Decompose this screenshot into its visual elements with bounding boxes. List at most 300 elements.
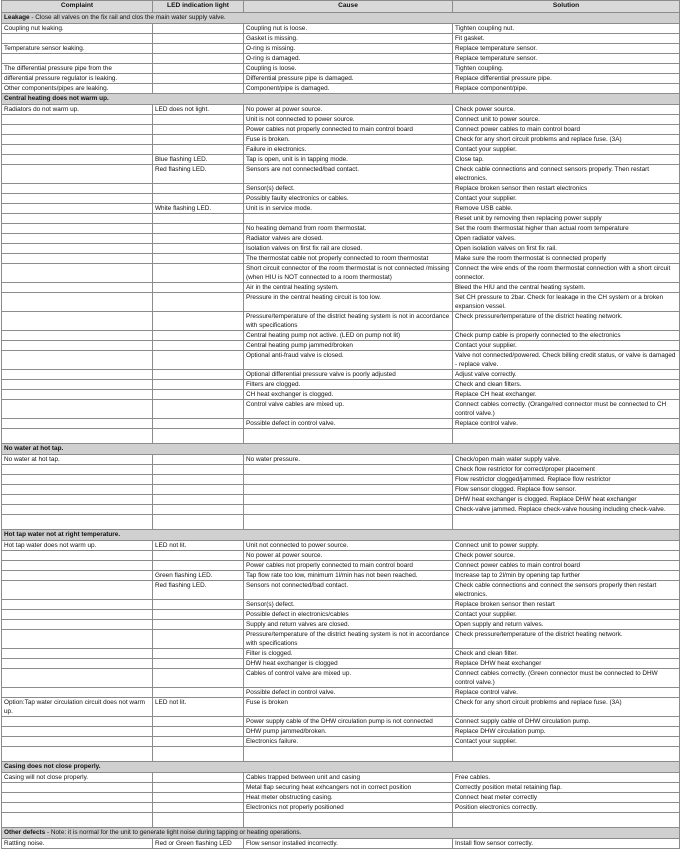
solution-cell: Replace broken sensor then restart electronics xyxy=(453,184,680,194)
cause-cell: Radiator valves are closed. xyxy=(244,234,453,244)
spacer-cell xyxy=(2,747,153,762)
spacer-cell xyxy=(2,429,153,444)
solution-cell: Contact your supplier. xyxy=(453,737,680,747)
complaint-cell xyxy=(2,380,153,390)
table-row xyxy=(2,495,680,505)
table-row xyxy=(2,688,680,698)
table-body xyxy=(2,13,680,849)
cause-cell: Isolation valves on first fix rail are closed. xyxy=(244,244,453,254)
cause-cell: Sensor(s) defect. xyxy=(244,600,453,610)
led-cell xyxy=(153,659,244,669)
table-row xyxy=(2,254,680,264)
complaint-cell xyxy=(2,400,153,419)
table-row xyxy=(2,541,680,551)
solution-cell: Check cable connections and connect the sensors properly then restart electronics. xyxy=(453,581,680,600)
led-cell: LED not lit. xyxy=(153,698,244,717)
led-cell: Red flashing LED. xyxy=(153,165,244,184)
solution-cell: Replace component/pipe. xyxy=(453,84,680,94)
spacer-cell xyxy=(244,813,453,828)
led-cell xyxy=(153,125,244,135)
complaint-cell: Hot tap water does not warm up. xyxy=(2,541,153,551)
complaint-cell: Temperature sensor leaking. xyxy=(2,44,153,54)
solution-cell: Check and clean filters. xyxy=(453,380,680,390)
solution-cell: Replace control valve. xyxy=(453,688,680,698)
solution-cell: Contact your supplier. xyxy=(453,145,680,155)
cause-cell: Possible defect in control valve. xyxy=(244,688,453,698)
led-cell xyxy=(153,234,244,244)
table-row xyxy=(2,698,680,717)
led-cell xyxy=(153,610,244,620)
complaint-cell xyxy=(2,620,153,630)
spacer-row xyxy=(2,747,680,762)
cause-cell: Short circuit connector of the room thermostat is not connected /missing (when HIU is NOT connected to a room thermostat) xyxy=(244,264,453,283)
header-cause: Cause xyxy=(244,1,453,13)
complaint-cell xyxy=(2,293,153,312)
cause-cell: Power cables not properly connected to main control board xyxy=(244,561,453,571)
led-cell: Red flashing LED. xyxy=(153,581,244,600)
solution-cell: Fit gasket. xyxy=(453,34,680,44)
section-title: Other defects xyxy=(4,829,46,836)
complaint-cell xyxy=(2,465,153,475)
cause-cell: Pressure/temperature of the district heating system is not in accordance with specifications xyxy=(244,312,453,331)
cause-cell: Differential pressure pipe is damaged. xyxy=(244,74,453,84)
led-cell xyxy=(153,64,244,74)
solution-cell: Make sure the room thermostat is connected properly xyxy=(453,254,680,264)
complaint-cell xyxy=(2,571,153,581)
troubleshooting-table xyxy=(1,0,680,849)
complaint-cell xyxy=(2,370,153,380)
cause-cell: Sensor(s) defect. xyxy=(244,184,453,194)
complaint-cell xyxy=(2,717,153,727)
led-cell xyxy=(153,505,244,515)
cause-cell xyxy=(244,505,453,515)
led-cell xyxy=(153,331,244,341)
led-cell xyxy=(153,194,244,204)
solution-cell: Correctly position metal retaining flap. xyxy=(453,783,680,793)
led-cell xyxy=(153,380,244,390)
section-title: No water at hot tap. xyxy=(4,445,64,452)
led-cell xyxy=(153,244,244,254)
cause-cell: Tap is open, unit is in tapping mode. xyxy=(244,155,453,165)
cause-cell: Flow sensor installed incorrectly. xyxy=(244,839,453,849)
solution-cell: Replace temperature sensor. xyxy=(453,44,680,54)
solution-cell: Connect cables correctly. (Green connector must be connected to DHW control valve.) xyxy=(453,669,680,688)
solution-cell: Replace temperature sensor. xyxy=(453,54,680,64)
table-row xyxy=(2,331,680,341)
section-title-cell xyxy=(2,444,680,455)
spacer-cell xyxy=(453,813,680,828)
led-cell xyxy=(153,135,244,145)
cause-cell: Control valve cables are mixed up. xyxy=(244,400,453,419)
complaint-cell xyxy=(2,551,153,561)
table-row xyxy=(2,105,680,115)
led-cell xyxy=(153,737,244,747)
led-cell xyxy=(153,390,244,400)
table-row xyxy=(2,600,680,610)
led-cell: White flashing LED. xyxy=(153,204,244,214)
table-row xyxy=(2,204,680,214)
cause-cell: No power at power source. xyxy=(244,551,453,561)
led-cell xyxy=(153,465,244,475)
table-row xyxy=(2,737,680,747)
led-cell xyxy=(153,184,244,194)
cause-cell: No power at power source. xyxy=(244,105,453,115)
complaint-cell xyxy=(2,737,153,747)
complaint-cell: Coupling nut leaking. xyxy=(2,24,153,34)
solution-cell: Replace broken sensor then restart xyxy=(453,600,680,610)
spacer-cell xyxy=(153,515,244,530)
table-row xyxy=(2,214,680,224)
solution-cell: Contact your supplier. xyxy=(453,341,680,351)
solution-cell: Set the room thermostat higher than actual room temperature xyxy=(453,224,680,234)
table-row xyxy=(2,561,680,571)
complaint-cell xyxy=(2,581,153,600)
cause-cell: DHW pump jammed/broken. xyxy=(244,727,453,737)
cause-cell: Possible defect in control valve. xyxy=(244,419,453,429)
solution-cell: Install flow sensor correctly. xyxy=(453,839,680,849)
led-cell xyxy=(153,551,244,561)
led-cell xyxy=(153,649,244,659)
led-cell xyxy=(153,630,244,649)
complaint-cell xyxy=(2,419,153,429)
led-cell xyxy=(153,224,244,234)
solution-cell: Replace DHW circulation pump. xyxy=(453,727,680,737)
complaint-cell xyxy=(2,390,153,400)
solution-cell: Flow sensor clogged. Replace flow sensor. xyxy=(453,485,680,495)
complaint-cell xyxy=(2,214,153,224)
table-row xyxy=(2,341,680,351)
header-complaint: Complaint xyxy=(2,1,153,13)
section-title: Hot tap water not at right temperature. xyxy=(4,531,121,538)
led-cell xyxy=(153,419,244,429)
table-row xyxy=(2,630,680,649)
section-note: - Close all valves on the fix rail and clos the main water supply valve. xyxy=(29,14,226,21)
cause-cell: Pressure/temperature of the district heating system is not in accordance with specifications xyxy=(244,630,453,649)
table-row xyxy=(2,485,680,495)
solution-cell: Check for any short circuit problems and replace fuse. (3A) xyxy=(453,135,680,145)
led-cell xyxy=(153,688,244,698)
led-cell xyxy=(153,283,244,293)
led-cell xyxy=(153,254,244,264)
cause-cell: Gasket is missing. xyxy=(244,34,453,44)
table-row xyxy=(2,74,680,84)
led-cell: Blue flashing LED. xyxy=(153,155,244,165)
cause-cell: Cables trapped between unit and casing xyxy=(244,773,453,783)
led-cell xyxy=(153,727,244,737)
complaint-cell xyxy=(2,649,153,659)
led-cell xyxy=(153,312,244,331)
solution-cell: Connect cables correctly. (Orange/red connector must be connected to CH control valve.) xyxy=(453,400,680,419)
solution-cell: Check and clean filter. xyxy=(453,649,680,659)
led-cell xyxy=(153,803,244,813)
cause-cell: Filter is clogged. xyxy=(244,649,453,659)
table-row xyxy=(2,419,680,429)
complaint-cell: Other components/pipes are leaking. xyxy=(2,84,153,94)
led-cell: Red or Green flashing LED xyxy=(153,839,244,849)
led-cell: LED not lit. xyxy=(153,541,244,551)
spacer-cell xyxy=(2,515,153,530)
led-cell xyxy=(153,773,244,783)
cause-cell: Electronics failure. xyxy=(244,737,453,747)
table-row xyxy=(2,465,680,475)
led-cell xyxy=(153,620,244,630)
spacer-cell xyxy=(153,429,244,444)
complaint-cell: The differential pressure pipe from the xyxy=(2,64,153,74)
table-row xyxy=(2,620,680,630)
cause-cell: Tap flow rate too low, minimum 1l/min has not been reached. xyxy=(244,571,453,581)
cause-cell: Air in the central heating system. xyxy=(244,283,453,293)
led-cell xyxy=(153,293,244,312)
led-cell xyxy=(153,264,244,283)
table-row xyxy=(2,390,680,400)
cause-cell: Power cables not properly connected to main control board xyxy=(244,125,453,135)
table-row xyxy=(2,717,680,727)
complaint-cell xyxy=(2,331,153,341)
solution-cell: Connect unit to power source. xyxy=(453,115,680,125)
led-cell xyxy=(153,54,244,64)
header-row xyxy=(2,1,680,13)
table-row xyxy=(2,293,680,312)
table-row xyxy=(2,283,680,293)
solution-cell: Replace control valve. xyxy=(453,419,680,429)
solution-cell: Check-valve jammed. Replace check-valve housing including check-valve. xyxy=(453,505,680,515)
section-title-cell xyxy=(2,13,680,24)
cause-cell xyxy=(244,485,453,495)
cause-cell: Cables of control valve are mixed up. xyxy=(244,669,453,688)
table-row xyxy=(2,264,680,283)
table-row xyxy=(2,125,680,135)
spacer-cell xyxy=(153,747,244,762)
cause-cell: Component/pipe is damaged. xyxy=(244,84,453,94)
cause-cell: Optional anti-fraud valve is closed. xyxy=(244,351,453,370)
cause-cell: No water pressure. xyxy=(244,455,453,465)
table-row xyxy=(2,34,680,44)
complaint-cell xyxy=(2,224,153,234)
table-row xyxy=(2,145,680,155)
section-header-row xyxy=(2,94,680,105)
solution-cell: Connect supply cable of DHW circulation pump. xyxy=(453,717,680,727)
solution-cell: Adjust valve correctly. xyxy=(453,370,680,380)
cause-cell: Filters are clogged. xyxy=(244,380,453,390)
spacer-cell xyxy=(153,813,244,828)
complaint-cell xyxy=(2,135,153,145)
section-title-cell xyxy=(2,828,680,839)
cause-cell: Possibly faulty electronics or cables. xyxy=(244,194,453,204)
complaint-cell: differential pressure regulator is leaking. xyxy=(2,74,153,84)
solution-cell: Connect the wire ends of the room thermostat connection with a short circuit connector. xyxy=(453,264,680,283)
spacer-row xyxy=(2,515,680,530)
led-cell xyxy=(153,783,244,793)
complaint-cell xyxy=(2,485,153,495)
solution-cell: Check flow restrictor for correct/proper placement xyxy=(453,465,680,475)
led-cell: LED does not light. xyxy=(153,105,244,115)
complaint-cell xyxy=(2,145,153,155)
solution-cell: Remove USB cable. xyxy=(453,204,680,214)
cause-cell: Electronics not properly positioned xyxy=(244,803,453,813)
spacer-cell xyxy=(453,429,680,444)
solution-cell: Free cables. xyxy=(453,773,680,783)
solution-cell: Check power source. xyxy=(453,551,680,561)
cause-cell: Sensors not connected/bad contact. xyxy=(244,581,453,600)
spacer-cell xyxy=(2,813,153,828)
section-header-row xyxy=(2,530,680,541)
complaint-cell: Rattling noise. xyxy=(2,839,153,849)
table-row xyxy=(2,155,680,165)
complaint-cell xyxy=(2,244,153,254)
cause-cell: Metal flap securing heat exhcangers not in correct position xyxy=(244,783,453,793)
solution-cell: DHW heat exchanger is clogged. Replace DHW heat exchanger xyxy=(453,495,680,505)
complaint-cell xyxy=(2,125,153,135)
table-row xyxy=(2,244,680,254)
led-cell xyxy=(153,475,244,485)
led-cell xyxy=(153,145,244,155)
complaint-cell: Casing will not close properly. xyxy=(2,773,153,783)
section-title: Central heating does not warm up. xyxy=(4,95,109,102)
table-row xyxy=(2,351,680,370)
solution-cell: Check for any short circuit problems and replace fuse. (3A) xyxy=(453,698,680,717)
complaint-cell xyxy=(2,727,153,737)
cause-cell xyxy=(244,465,453,475)
cause-cell: No heating demand from room thermostat. xyxy=(244,224,453,234)
solution-cell: Connect heat meter correctly xyxy=(453,793,680,803)
cause-cell: Coupling nut is loose. xyxy=(244,24,453,34)
table-row xyxy=(2,380,680,390)
complaint-cell: Radiators do not warm up. xyxy=(2,105,153,115)
cause-cell: O-ring is missing. xyxy=(244,44,453,54)
complaint-cell xyxy=(2,610,153,620)
led-cell xyxy=(153,74,244,84)
solution-cell: Contact your supplier. xyxy=(453,194,680,204)
complaint-cell xyxy=(2,505,153,515)
led-cell xyxy=(153,214,244,224)
led-cell xyxy=(153,600,244,610)
table-row xyxy=(2,475,680,485)
table-row xyxy=(2,669,680,688)
solution-cell: Check pump cable is properly connected to the electronics xyxy=(453,331,680,341)
section-title-cell xyxy=(2,530,680,541)
complaint-cell xyxy=(2,155,153,165)
led-cell xyxy=(153,495,244,505)
solution-cell: Connect power cables to main control board xyxy=(453,561,680,571)
cause-cell: The thermostat cable not properly connected to room thermostat xyxy=(244,254,453,264)
complaint-cell xyxy=(2,165,153,184)
led-cell xyxy=(153,84,244,94)
table-row xyxy=(2,839,680,849)
solution-cell: Flow restrictor clogged/jammed. Replace flow restrictor xyxy=(453,475,680,485)
complaint-cell xyxy=(2,495,153,505)
spacer-cell xyxy=(244,515,453,530)
cause-cell: Heat meter obstructing casing. xyxy=(244,793,453,803)
section-title: Leakage xyxy=(4,14,30,21)
solution-cell: Check pressure/temperature of the district heating network. xyxy=(453,312,680,331)
table-row xyxy=(2,224,680,234)
section-header-row xyxy=(2,828,680,839)
table-row xyxy=(2,234,680,244)
solution-cell: Close tap. xyxy=(453,155,680,165)
led-cell: Green flashing LED. xyxy=(153,571,244,581)
spacer-cell xyxy=(244,747,453,762)
led-cell xyxy=(153,400,244,419)
led-cell xyxy=(153,561,244,571)
cause-cell: Fuse is broken. xyxy=(244,135,453,145)
led-cell xyxy=(153,34,244,44)
cause-cell: Power supply cable of the DHW circulation pump is not connected xyxy=(244,717,453,727)
solution-cell: Check cable connections and connect sensors properly. Then restart electronics. xyxy=(453,165,680,184)
table-row xyxy=(2,551,680,561)
complaint-cell xyxy=(2,254,153,264)
table-row xyxy=(2,24,680,34)
table-row xyxy=(2,571,680,581)
cause-cell xyxy=(244,475,453,485)
cause-cell: Pressure in the central heating circuit is too low. xyxy=(244,293,453,312)
complaint-cell xyxy=(2,312,153,331)
solution-cell: Increase tap to 2l/min by opening tap further xyxy=(453,571,680,581)
led-cell xyxy=(153,24,244,34)
complaint-cell xyxy=(2,475,153,485)
complaint-cell xyxy=(2,600,153,610)
table-row xyxy=(2,803,680,813)
section-header-row xyxy=(2,444,680,455)
solution-cell: Replace CH heat exchanger. xyxy=(453,390,680,400)
table-row xyxy=(2,135,680,145)
cause-cell: Failure in electronics. xyxy=(244,145,453,155)
solution-cell: Position electronics correctly. xyxy=(453,803,680,813)
table-row xyxy=(2,184,680,194)
solution-cell: Valve not connected/powered. Check billing credit status, or valve is damaged - replace valve. xyxy=(453,351,680,370)
complaint-cell xyxy=(2,184,153,194)
complaint-cell xyxy=(2,630,153,649)
cause-cell xyxy=(244,495,453,505)
complaint-cell xyxy=(2,688,153,698)
section-title-cell xyxy=(2,762,680,773)
solution-cell: Tighten coupling nut. xyxy=(453,24,680,34)
table-row xyxy=(2,115,680,125)
cause-cell: Unit is not connected to power source. xyxy=(244,115,453,125)
cause-cell: Fuse is broken xyxy=(244,698,453,717)
section-header-row xyxy=(2,762,680,773)
led-cell xyxy=(153,485,244,495)
table-row xyxy=(2,659,680,669)
led-cell xyxy=(153,351,244,370)
cause-cell: CH heat exchanger is clogged. xyxy=(244,390,453,400)
header-solution: Solution xyxy=(453,1,680,13)
led-cell xyxy=(153,341,244,351)
complaint-cell xyxy=(2,54,153,64)
led-cell xyxy=(153,455,244,465)
spacer-cell xyxy=(453,747,680,762)
table-row xyxy=(2,727,680,737)
table-row xyxy=(2,54,680,64)
complaint-cell: No water at hot tap. xyxy=(2,455,153,465)
solution-cell: Open radiator valves. xyxy=(453,234,680,244)
table-row xyxy=(2,649,680,659)
table-row xyxy=(2,370,680,380)
led-cell xyxy=(153,370,244,380)
complaint-cell xyxy=(2,234,153,244)
table-row xyxy=(2,64,680,74)
led-cell xyxy=(153,44,244,54)
complaint-cell xyxy=(2,341,153,351)
complaint-cell xyxy=(2,561,153,571)
cause-cell: Coupling is loose. xyxy=(244,64,453,74)
section-note: - Note: it is normal for the unit to generate light noise during tapping or heating operations. xyxy=(45,829,302,836)
cause-cell: Central heating pump not active. (LED on pump not lit) xyxy=(244,331,453,341)
solution-cell: Check/open main water supply valve. xyxy=(453,455,680,465)
solution-cell: Replace differential pressure pipe. xyxy=(453,74,680,84)
cause-cell: Unit not connected to power source. xyxy=(244,541,453,551)
table-row xyxy=(2,783,680,793)
section-title: Casing does not close properly. xyxy=(4,763,101,770)
